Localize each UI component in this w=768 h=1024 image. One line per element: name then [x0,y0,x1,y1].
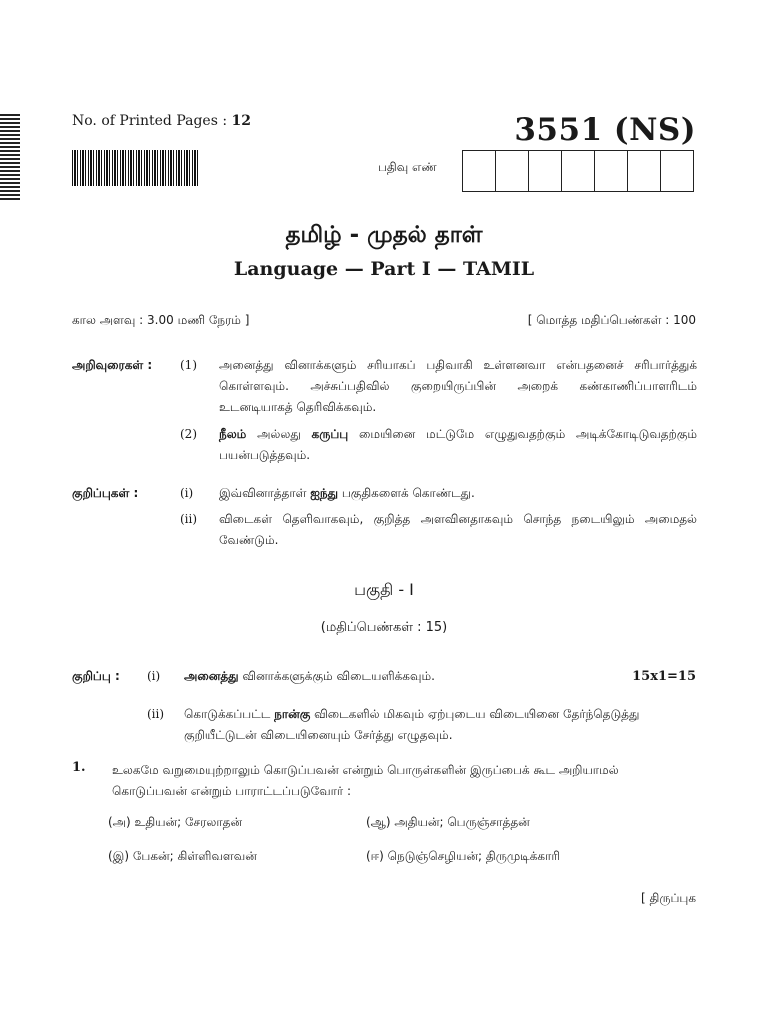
turn-over-note: [ திருப்புக [641,891,696,905]
option-text: பேகன்; கிள்ளிவளவன் [132,849,257,863]
note-text-part: இவ்வினாத்தாள் [219,486,311,500]
section-note-text [184,669,435,685]
score: 15x1=15 [632,669,696,684]
option-label: (ஆ) [366,815,391,829]
time-duration: கால அளவு : 3.00 மணி நேரம் ] [72,313,250,327]
section-note-text [184,704,664,746]
option-b [366,815,530,831]
option-label: (ஈ) [366,849,384,863]
total-marks: [ மொத்த மதிப்பெண்கள் : 100 [527,313,696,327]
section-note-label: குறிப்பு : [72,669,120,683]
title-english: Language — Part I — TAMIL [233,258,535,280]
paper-code: 3551 (NS) [514,112,696,148]
title-tamil: தமிழ் - முதல் தாள் [285,222,483,248]
edge-barcode [0,114,20,200]
option-text: உதியன்; சேரலாதன் [134,815,243,829]
instruction-strong: கருப்பு [311,427,349,441]
reg-no-box[interactable] [496,151,529,191]
reg-no-box[interactable] [463,151,496,191]
option-d [366,849,560,865]
instruction-text: அனைத்து வினாக்களும் சரியாகப் பதிவாகி உள்ளனவா என்பதனைச் சரிபார்த்துக் கொள்ளவும். அச்சுப்பதிவில் குறையிருப்பின் அறைக் கண்காணிப்பாளரிடம் உடனடியாகத் தெரிவிக்கவும். [219,358,697,414]
printed-pages-label: No. of Printed Pages : [72,113,228,129]
barcode [72,150,198,186]
note-text: விடைகள் தெளிவாகவும், குறித்த அளவினதாகவும் சொந்த நடையிலும் அமைதல் வேண்டும். [219,512,697,547]
section-note-strong: அனைத்து [184,669,239,683]
note-num: (i) [180,486,194,500]
instruction-num: (1) [180,358,197,372]
instruction-text-part: மையினை மட்டுமே எழுதுவதற்கும் அடிக்கோடிடுவதற்கும் பயன்படுத்தவும். [219,427,697,462]
reg-no-box[interactable] [595,151,628,191]
instructions-label: அறிவுரைகள் : [72,358,153,372]
reg-no-boxes[interactable] [462,150,694,192]
section-note-strong: நான்கு [274,707,311,721]
section-note-num: (i) [147,669,161,683]
option-a [108,815,242,831]
reg-no-box[interactable] [661,151,693,191]
section-marks: (மதிப்பெண்கள் : 15) [320,620,448,635]
instruction-text-part: அல்லது [246,427,312,441]
reg-no-box[interactable] [562,151,595,191]
option-label: (இ) [108,849,130,863]
question-text: உலகமே வறுமையுற்றாலும் கொடுப்பவன் என்றும் பொருள்களின் இருப்பைக் கூட அறியாமல் கொடுப்பவன் என்றும் பாராட்டப்படுவோர் : [112,763,619,798]
section-note-text-part: கொடுக்கப்பட்ட [184,707,275,721]
option-text: நெடுஞ்செழியன்; திருமுடிக்காரி [387,849,560,863]
instruction-text [219,424,697,466]
instruction-num: (2) [180,427,197,441]
option-text: அதியன்; பெருஞ்சாத்தன் [394,815,530,829]
section-note-num: (ii) [147,707,165,721]
note-strong: ஐந்து [310,486,339,500]
note-text [219,483,697,504]
instruction-strong: நீலம் [219,427,247,441]
option-label: (அ) [108,815,131,829]
printed-pages [72,113,251,129]
printed-pages-value: 12 [231,113,251,129]
note-text-part: பகுதிகளைக் கொண்டது. [338,486,475,500]
reg-no-box[interactable] [628,151,661,191]
reg-no-box[interactable] [529,151,562,191]
note-num: (ii) [180,512,198,526]
question-number: 1. [72,760,86,775]
section-note-text-part: வினாக்களுக்கும் விடையளிக்கவும். [238,669,435,683]
notes-label: குறிப்புகள் : [72,486,139,500]
section-title: பகுதி - I [354,580,414,599]
reg-no-label: பதிவு எண் [378,160,437,174]
option-c [108,849,257,865]
section-note-text-part: விடைகளில் மிகவும் ஏற்புடைய விடையினை தேர்ந்தெடுத்து குறியீட்டுடன் விடையினையும் சேர்த்து எழுதவும். [184,707,640,742]
